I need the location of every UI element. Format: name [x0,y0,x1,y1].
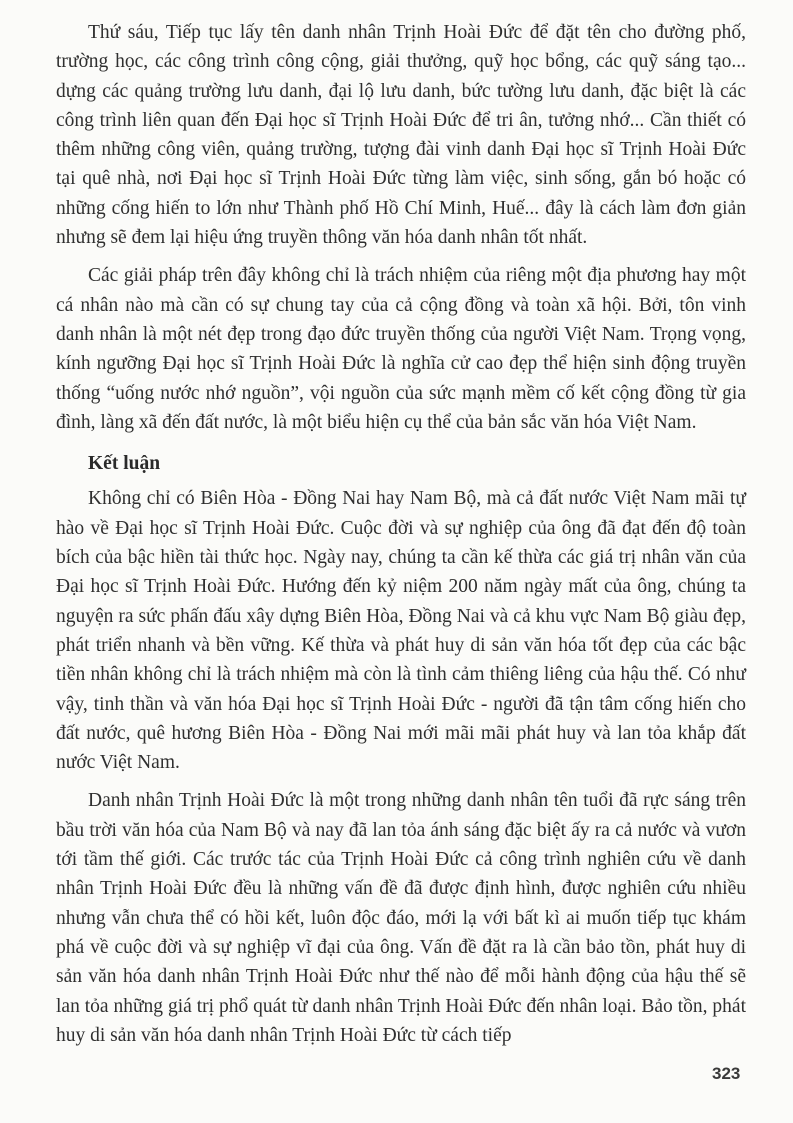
paragraph-conclusion-1: Không chỉ có Biên Hòa - Đồng Nai hay Nam Bộ, mà cả đất nước Việt Nam mãi tự hào về Đại học sĩ Trịnh Hoài Đức. Cuộc đời và sự nghiệp của ông đã đạt đến độ toàn bích của bậc hiền tài thức học. Ngày nay, chúng ta cần kế thừa các giá trị nhân văn của Đại học sĩ Trịnh Hoài Đức. Hướng đến kỷ niệm 200 năm ngày mất của ông, chúng ta nguyện ra sức phấn đấu xây dựng Biên Hòa, Đồng Nai và cả khu vực Nam Bộ giàu đẹp, phát triển nhanh và bền vững. Kế thừa và phát huy di sản văn hóa tốt đẹp của các bậc tiền nhân không chỉ là trách nhiệm mà còn là tình cảm thiêng liêng của hậu thế. Có như vậy, tinh thần và văn hóa Đại học sĩ Trịnh Hoài Đức - người đã tận tâm cống hiến cho đất nước, quê hương Biên Hòa - Đồng Nai mới mãi mãi phát huy và lan tỏa khắp đất nước Việt Nam. [56,488,746,774]
paragraph-giai-phap: Các giải pháp trên đây không chỉ là trách nhiệm của riêng một địa phương hay một cá nhân nào mà cần có sự chung tay của cả cộng đồng và toàn xã hội. Bởi, tôn vinh danh nhân là một nét đẹp trong đạo đức truyền thống của người Việt Nam. Trọng vọng, kính ngưỡng Đại học sĩ Trịnh Hoài Đức là nghĩa cử cao đẹp thể hiện sinh động truyền thống “uống nước nhớ nguồn”, vội nguồn của sức mạnh mềm cố kết cộng đồng từ gia đình, làng xã đến đất nước, là một biểu hiện cụ thể của bản sắc văn hóa Việt Nam. [56,265,746,433]
section-heading-ket-luan: Kết luận [88,453,161,475]
page-number: 323 [712,1064,741,1083]
paragraph-conclusion-2: Danh nhân Trịnh Hoài Đức là một trong những danh nhân tên tuổi đã rực sáng trên bầu trời văn hóa của Nam Bộ và nay đã lan tỏa ánh sáng đặc biệt ấy ra cả nước và vươn tới tầm thế giới. Các trước tác của Trịnh Hoài Đức cả công trình nghiên cứu về danh nhân Trịnh Hoài Đức đều là những vấn đề đã được định hình, được nghiên cứu nhiều nhưng vẫn chưa thể có hồi kết, luôn độc đáo, mới lạ với bất kì ai muốn tiếp tục khám phá về cuộc đời và sự nghiệp vĩ đại của ông. Vấn đề đặt ra là cần bảo tồn, phát huy di sản văn hóa danh nhân Trịnh Hoài Đức như thế nào để mỗi hành động của hậu thế sẽ lan tỏa những giá trị phổ quát từ danh nhân Trịnh Hoài Đức đến nhân loại. Bảo tồn, phát huy di sản văn hóa danh nhân Trịnh Hoài Đức từ cách tiếp [56,790,746,1046]
page-body [56,18,746,1050]
paragraph-thu-sau: Thứ sáu, Tiếp tục lấy tên danh nhân Trịnh Hoài Đức để đặt tên cho đường phố, trường học, các công trình công cộng, giải thưởng, quỹ học bổng, các quỹ sáng tạo... dựng các quảng trường lưu danh, đại lộ lưu danh, bức tường lưu danh, đặc biệt là các công trình liên quan đến Đại học sĩ Trịnh Hoài Đức để tri ân, tưởng nhớ... Cần thiết có thêm những công viên, quảng trường, tượng đài vinh danh Đại học sĩ Trịnh Hoài Đức tại quê nhà, nơi Đại học sĩ Trịnh Hoài Đức từng làm việc, sinh sống, gắn bó hoặc có những cống hiến to lớn như Thành phố Hồ Chí Minh, Huế... đây là cách làm đơn giản nhưng sẽ đem lại hiệu ứng truyền thông văn hóa danh nhân tốt nhất. [56,22,746,249]
